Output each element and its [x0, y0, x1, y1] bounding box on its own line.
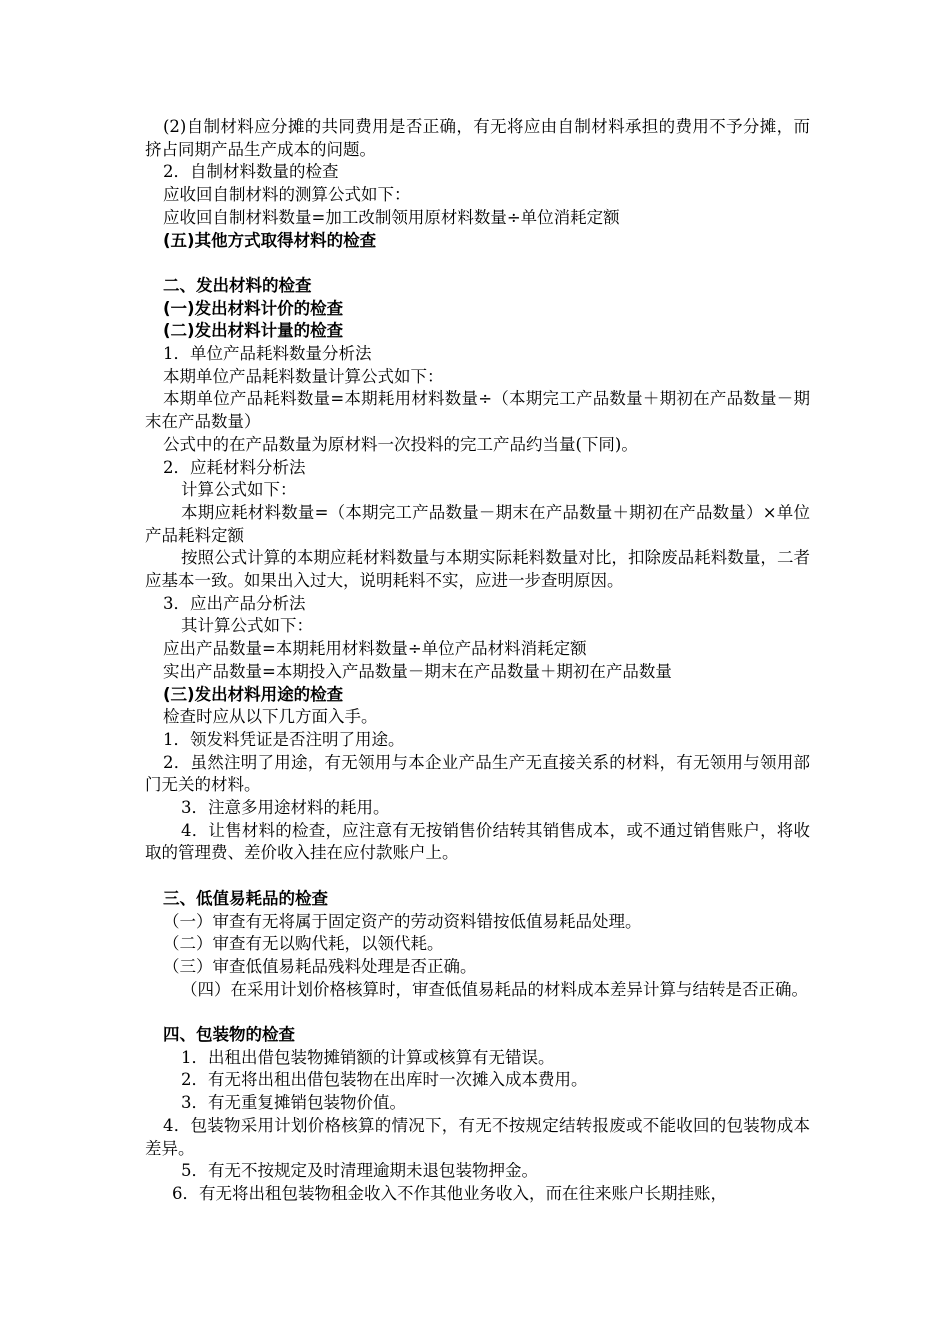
blank-line [145, 1001, 810, 1024]
section-heading: 四、包装物的检查 [163, 1025, 295, 1045]
paragraph: 1．单位产品耗料数量分析法 [163, 344, 372, 364]
paragraph: （一）审查有无将属于固定资产的劳动资料错按低值易耗品处理。 [163, 911, 642, 931]
document-body [145, 116, 810, 1206]
paragraph: 应收回自制材料数量=加工改制领用原材料数量÷单位消耗定额 [163, 207, 620, 227]
blank-line [145, 252, 810, 275]
paragraph: （三）审查低值易耗品残料处理是否正确。 [163, 956, 477, 976]
subsection-heading: (三)发出材料用途的检查 [163, 684, 344, 704]
paragraph: （四）在采用计划价格核算时，审查低值易耗品的材料成本差异计算与结转是否正确。 [181, 979, 808, 999]
paragraph: 按照公式计算的本期应耗材料数量与本期实际耗料数量对比，扣除废品耗料数量，二者应基本一致。如果出入过大，说明耗料不实，应进一步查明原因。 [145, 548, 810, 591]
paragraph: 实出产品数量=本期投入产品数量－期末在产品数量＋期初在产品数量 [163, 661, 672, 681]
paragraph: 4．包装物采用计划价格核算的情况下，有无不按规定结转报废或不能收回的包装物成本差异。 [145, 1115, 810, 1158]
section-heading: 三、低值易耗品的检查 [163, 888, 328, 908]
subsection-heading: (一)发出材料计价的检查 [163, 298, 344, 318]
paragraph: 本期应耗材料数量=（本期完工产品数量－期末在产品数量＋期初在产品数量）×单位产品耗料定额 [145, 502, 810, 545]
paragraph: 其计算公式如下： [181, 616, 313, 636]
paragraph: 3．注意多用途材料的耗用。 [181, 798, 390, 818]
blank-line [145, 865, 810, 888]
paragraph: 2．应耗材料分析法 [163, 457, 306, 477]
section-heading: 二、发出材料的检查 [163, 275, 312, 295]
paragraph: 检查时应从以下几方面入手。 [163, 707, 378, 727]
paragraph: 2．虽然注明了用途，有无领用与本企业产品生产无直接关系的材料，有无领用与领用部门无关的材料。 [145, 752, 810, 795]
paragraph: 6．有无将出租包装物租金收入不作其他业务收入，而在往来账户长期挂账， [172, 1184, 727, 1203]
paragraph: 本期单位产品耗料数量计算公式如下： [163, 366, 444, 386]
paragraph: 本期单位产品耗料数量=本期耗用材料数量÷（本期完工产品数量＋期初在产品数量－期末在产品数量） [145, 389, 810, 432]
paragraph: (2)自制材料应分摊的共同费用是否正确，有无将应由自制材料承担的费用不予分摊，而挤占同期产品生产成本的问题。 [145, 117, 810, 159]
paragraph: （二）审查有无以购代耗，以领代耗。 [163, 934, 444, 954]
section-heading: (五)其他方式取得材料的检查 [163, 230, 377, 250]
paragraph: 应出产品数量=本期耗用材料数量÷单位产品材料消耗定额 [163, 639, 587, 659]
paragraph: 2．有无将出租出借包装物在出库时一次摊入成本费用。 [181, 1070, 588, 1090]
paragraph: 计算公式如下： [181, 480, 297, 500]
paragraph: 2．自制材料数量的检查 [163, 162, 339, 182]
subsection-heading: (二)发出材料计量的检查 [163, 321, 344, 341]
paragraph: 5．有无不按规定及时清理逾期未退包装物押金。 [181, 1161, 538, 1181]
paragraph: 1．出租出借包装物摊销额的计算或核算有无错误。 [181, 1047, 555, 1067]
paragraph: 1．领发料凭证是否注明了用途。 [163, 729, 405, 749]
paragraph: 公式中的在产品数量为原材料一次投料的完工产品约当量(下同)。 [163, 434, 638, 454]
paragraph: 3．有无重复摊销包装物价值。 [181, 1093, 406, 1113]
paragraph: 4．让售材料的检查，应注意有无按销售价结转其销售成本，或不通过销售账户，将收取的管理费、差价收入挂在应付款账户上。 [145, 820, 810, 863]
paragraph: 3．应出产品分析法 [163, 593, 306, 613]
paragraph: 应收回自制材料的测算公式如下： [163, 185, 411, 205]
